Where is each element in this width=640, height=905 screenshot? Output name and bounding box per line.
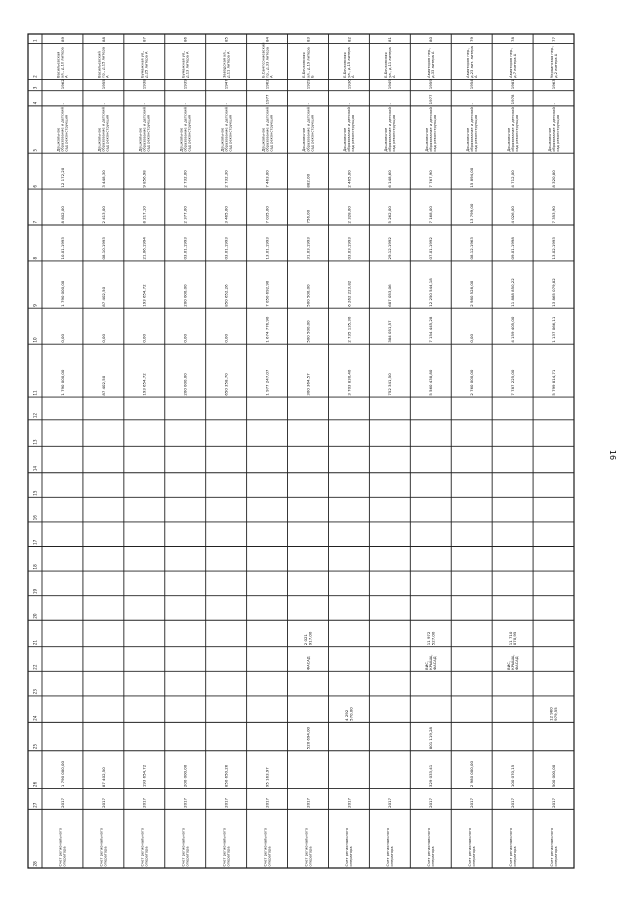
cell-col1: 78 [509,37,515,42]
cell-col1: 85 [223,37,229,42]
cell-col5: Дошкольноеобразование и детскийсад реконструкция [424,107,438,152]
cell-col3: 1936 [346,79,352,90]
cell-col11: 1 790 000,00 [59,369,65,396]
cell-col2: Бумажная ул.,д.13 литера А [181,50,190,78]
cell-col7: 3 465,00 [223,206,229,224]
cell-col21: 2 021917,00 [303,631,313,646]
cell-col7: 756,00 [305,209,311,224]
cell-col2: Заводская ул.,д.11 литера А [222,50,231,78]
cell-col10: 0,00 [59,333,65,343]
cell-col10: 0,00 [141,333,147,343]
cell-col11: 3 703 830,40 [346,369,352,396]
cell-col10: 2 735 135,30 [346,316,352,343]
cell-col8: 03.01.1993 [182,237,188,260]
cell-col6: 882,00 [305,173,311,188]
cell-col8: 29.12.1992 [387,237,393,260]
cell-col9: 850 652,26 [223,284,229,307]
cell-col9: 193 654,72 [141,284,147,307]
cell-col1: 81 [387,37,393,42]
cell-col2: Бумажная ул.,д.25 литера А [140,50,149,78]
cell-col2: Украинская пер.,д.2 литера А [549,45,558,78]
cell-col1: 86 [182,37,188,42]
column-number-27: 27 [32,802,38,808]
cell-col9: 11 888 850,22 [509,278,515,307]
cell-col3: 1981 [509,79,515,90]
cell-col3: 1955 [100,79,106,90]
column-number-6: 6 [32,184,38,188]
cell-col10: 0,00 [100,333,106,343]
capital-repair-table [28,34,574,868]
cell-col5: Дошкольноеобразование и детскийсад реконструкция [506,107,519,152]
cell-col2: Авиаторов пер.,д.7 литера А [508,47,517,78]
column-number-23: 23 [32,689,38,695]
cell-col11: 87 402,50 [100,375,106,396]
cell-col2: Васильевскийпр., д.15 литераА [97,47,110,78]
cell-col7: 2 377,00 [182,206,188,224]
cell-col10: 7 154 445,28 [428,316,434,343]
cell-col28: Счет региональногооператора [427,827,436,867]
cell-col10: 1 137 066,11 [550,316,556,343]
cell-col28: Счет региональногооператора [304,827,313,867]
cell-col28: Счет региональногооператора [549,827,558,867]
cell-col28: Счет региональногооператора [467,827,476,867]
cell-col8: 13.02.1993 [550,237,556,260]
cell-col4: - [305,102,311,105]
cell-col11: 1 977 247,07 [264,369,270,396]
column-number-2: 2 [32,75,38,78]
cell-col27: 2017 [469,797,475,808]
cell-col26: 95 163,97 [264,767,270,788]
cell-col5: Дошкольноеобразование и детскийсад реконструкция [547,107,560,152]
cell-col7: 7 168,00 [428,206,434,224]
column-number-19: 19 [32,588,38,595]
cell-col4: - [223,102,229,105]
cell-col27: 2017 [305,797,311,808]
cell-col4: - [346,102,352,105]
cell-col5: Дошкольноеобразование и детскийсад реконструкция [179,107,192,152]
cell-col22: ВИС,КРЫША,ФАСАД [424,654,438,670]
column-number-9: 9 [32,304,38,307]
cell-col9: 687 053,06 [387,284,393,307]
column-number-1: 1 [32,39,38,42]
cell-col26: 850 650,26 [223,764,229,788]
cell-col7: 4 026,00 [509,206,515,224]
column-number-24: 24 [32,715,38,721]
cell-col22: ВИС,КРЫША,ФАСАД [506,654,519,670]
column-number-3: 3 [32,86,38,90]
cell-col10: 4 159 405,00 [509,316,515,343]
cell-col11: 300 364,57 [305,373,311,396]
column-number-25: 25 [32,743,38,750]
column-number-26: 26 [32,781,38,788]
column-number-28: 28 [32,861,38,867]
cell-col7: 2 328,00 [346,206,352,224]
cell-col7: 2 413,00 [100,206,106,224]
column-number-16: 16 [32,515,38,521]
cell-col27: 2017 [346,797,352,808]
cell-col8: 07.01.1992 [428,237,434,260]
cell-col7: 8 802,00 [59,206,65,224]
cell-col11: 5 560 438,80 [428,369,434,396]
cell-col5: Дошкольноеобразование и детскийсад реконструкция [302,107,315,152]
column-number-14: 14 [32,465,38,472]
cell-col4: 1978 [509,94,515,105]
cell-col3: 1939 [182,79,188,90]
column-number-10: 10 [32,337,38,343]
cell-col26: 2 980 000,00 [469,761,475,788]
cell-col10: 384 051,57 [387,320,393,343]
cell-col4: - [182,102,188,105]
cell-col3: 1962 [59,79,65,90]
cell-col4: - [469,102,475,105]
column-number-18: 18 [32,564,38,570]
column-number-12: 12 [32,412,38,419]
cell-col8: 08.12.1963 [469,237,475,260]
cell-col11: 5 799 814,71 [550,369,556,396]
cell-col24: 4 292570,00 [344,707,354,721]
cell-col27: 2017 [223,797,229,808]
cell-col4: - [141,102,147,105]
cell-col28: Счет региональногооператора [263,827,272,867]
cell-col6: 15 894,00 [469,167,475,188]
cell-col1: 79 [469,37,475,42]
cell-col27: 2017 [428,797,434,808]
cell-col6: 2 732,00 [182,170,188,188]
column-number-17: 17 [32,539,38,546]
cell-col2: Б.Бочковскаяул., д.15 литераА [343,47,356,78]
cell-col2: Васильевскаяул., д.10 литераА [56,47,69,78]
cell-col7: 5 262,00 [387,206,393,224]
cell-col9: 2 980 528,00 [469,280,475,307]
cell-col11: 193 654,72 [141,373,147,396]
cell-col5: Дошкольноеобразование и детскийсад реконструкция [220,107,233,152]
cell-col4: 1977 [428,94,434,105]
cell-col4: - [550,102,556,105]
cell-col3: 1963 [550,79,556,90]
column-number-15: 15 [32,490,38,496]
cell-col8: 31.03.1993 [305,237,311,260]
column-number-22: 22 [32,664,38,670]
cell-col26: 87 402,50 [100,767,106,788]
cell-col8: 03.01.1993 [223,237,229,260]
cell-col10: 0,00 [223,333,229,343]
cell-col27: 2017 [182,797,188,808]
cell-col2: Авиаторов пер.,д.33 литера А [427,47,436,78]
cell-col3: 1947 [223,79,229,90]
cell-col6: 4 712,00 [509,170,515,188]
cell-col8: 03.03.1993 [346,237,352,260]
cell-col26: 193 654,72 [141,764,147,788]
cell-col10: 0,00 [182,333,188,343]
cell-col3: 1962 [264,79,270,90]
cell-col27: 2017 [387,797,393,808]
cell-col9: 12 250 544,18 [428,278,434,307]
cell-col10: 0,00 [469,333,475,343]
cell-col28: Счет региональногооператора [58,827,67,867]
cell-col9: 87 402,50 [100,286,106,307]
cell-col3: 1949 [387,79,393,90]
cell-col27: 2017 [509,797,515,808]
cell-col3: 1929 [305,79,311,90]
cell-col8: 21.06.1994 [141,237,147,260]
column-number-4: 4 [32,101,38,105]
cell-col6: 7 767,90 [428,170,434,188]
cell-col1: 84 [264,37,270,42]
cell-col25: 520 694,00 [305,726,311,750]
cell-col1: 80 [428,37,434,42]
cell-col7: 7 353,90 [550,206,556,224]
cell-col8: 09.01.1998 [509,237,515,260]
cell-col6: 12 172,20 [59,167,65,188]
cell-col28: Счет региональногооператора [345,827,354,867]
cell-col26: 500 000,00 [550,764,556,788]
cell-col11: 200 000,00 [182,373,188,396]
cell-col8: 10.01.1993 [59,237,65,260]
cell-col27: 2017 [59,797,65,808]
cell-col1: 77 [550,37,556,42]
cell-col1: 88 [100,37,106,42]
cell-col3: 1959 [428,79,434,90]
cell-col2: Авиаторов пер.,д.23 лит. литераА [465,46,478,78]
cell-col25: 801 119,28 [428,726,434,750]
cell-col6: 7 463,00 [264,170,270,188]
cell-col3: 1954 [469,79,475,90]
cell-col5: Дошкольноеобразование и детскийсад реконструкция [97,107,110,152]
cell-col21: 11 710070,95 [507,631,518,646]
cell-col9: 13 865 079,82 [550,278,556,307]
cell-col28: Счет региональногооператора [181,827,190,867]
rotated-table-sheet [28,34,574,868]
column-number-5: 5 [32,148,38,152]
column-number-7: 7 [32,220,38,224]
column-number-13: 13 [32,439,38,445]
cell-col28: Счет региональногооператора [99,827,108,867]
cell-col28: Счет региональногооператора [386,827,395,867]
cell-col26: 200 000,00 [182,764,188,788]
cell-col22: ФАСАД [306,656,311,670]
cell-col27: 2017 [264,797,270,808]
cell-col6: 3 448,30 [100,170,106,188]
cell-col7: 8 217,10 [141,206,147,224]
column-number-11: 11 [32,390,38,396]
cell-col26: 329 033,41 [428,764,434,788]
cell-col26: 100 070,15 [509,764,515,788]
cell-col27: 2017 [100,797,106,808]
cell-col9: 6 262 223,82 [346,280,352,307]
cell-col11: 2 760 000,00 [469,369,475,396]
cell-col9: 500 500,00 [305,284,311,307]
cell-col10: 500 500,00 [305,320,311,343]
cell-col8: 08.10.1993 [100,237,106,260]
cell-col2: Б.Сампсониевскийпр., д.33 литераА [261,42,274,78]
cell-col28: Счет региональногооператора [222,827,231,867]
column-number-20: 20 [32,613,38,619]
cell-col9: 1 790 000,00 [59,280,65,307]
cell-col6: 8 320,80 [550,170,556,188]
cell-col7: 13 799,00 [469,203,475,224]
cell-col6: 9 856,98 [141,170,147,188]
cell-col9: 200 000,00 [182,284,188,307]
cell-col27: 2017 [550,797,556,808]
cell-col8: 13.01.1993 [264,237,270,260]
cell-col28: Счет региональногооператора [140,827,149,867]
cell-col2: Б.Бочковскаяул., д.11 литераА [384,47,397,78]
cell-col11: 7 787 225,00 [509,369,515,396]
cell-col11: 752 341,50 [387,373,393,396]
cell-col6: 6 148,60 [387,170,393,188]
cell-col24: 12 960979,55 [548,707,559,721]
cell-col28: Счет региональногооператора [508,827,517,867]
cell-col27: 2017 [141,797,147,808]
cell-col11: 650 358,70 [223,373,229,396]
cell-col2: Б.Бочковскаяул., д.19 литераБ [302,47,315,78]
cell-col4: - [100,102,106,105]
cell-col1: 83 [305,37,311,42]
cell-col1: 82 [346,37,352,42]
cell-col4: - [59,102,65,105]
cell-col4: - [387,102,393,105]
cell-col1: 89 [59,37,65,42]
cell-col5: Дошкольноеобразование и детскийсад реконструкция [261,107,274,152]
cell-col5: Дошкольноеобразование и детскийсад реконструкция [384,107,397,152]
column-number-21: 21 [32,639,38,646]
cell-col6: 2 732,30 [223,170,229,188]
cell-col21: 11 972527,00 [425,631,436,646]
cell-col5: Дошкольноеобразование и детскийсад реконструкция [56,107,69,152]
cell-col9: 7 050 692,90 [264,280,270,307]
cell-col26: 1 790 000,00 [59,761,65,788]
cell-col4: 1977 [264,94,270,105]
cell-col5: Дошкольноеобразование и детскийсад реконструкция [343,107,356,152]
page-number: 16 [608,449,617,461]
cell-col5: Дошкольноеобразование и детскийсад реконструкция [465,107,478,152]
cell-col1: 87 [141,37,147,42]
cell-col10: 1 674 776,90 [264,316,270,343]
cell-col7: 7 035,00 [264,206,270,224]
cell-col3: 1938 [141,79,147,90]
column-number-8: 8 [32,256,38,260]
cell-col6: 2 465,00 [346,170,352,188]
cell-col5: Дошкольноеобразование и детскийсад реконструкция [138,107,151,152]
